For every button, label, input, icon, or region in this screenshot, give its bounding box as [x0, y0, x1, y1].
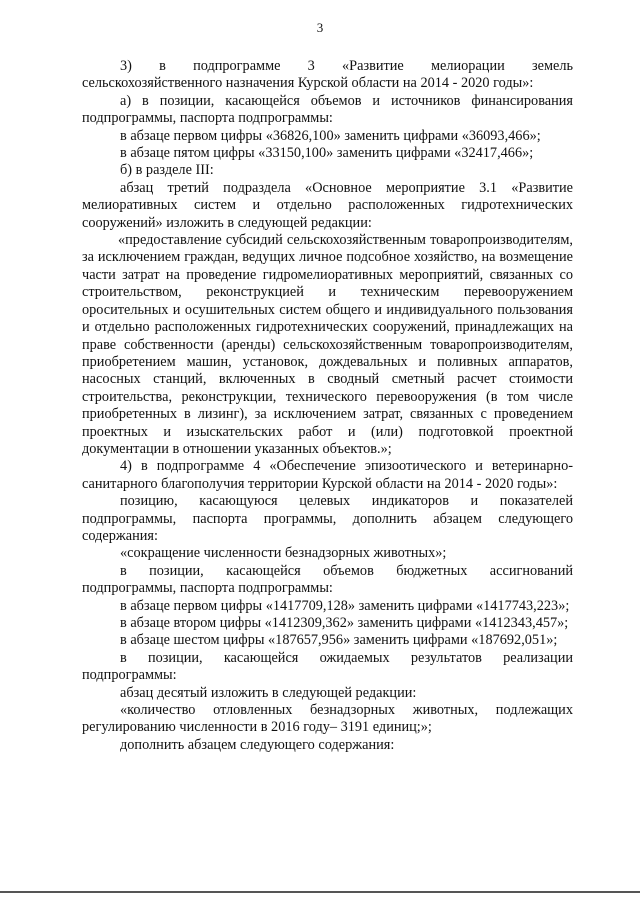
paragraph-fifth-abzac: в абзаце пятом цифры «33150,100» заменить цифрами «32417,466»; — [120, 145, 534, 162]
paragraph-item-a: а) в позиции, касающейся объемов и источников финансирования подпрограммы, паспорта подпрограммы: — [82, 92, 573, 127]
paragraph-subprogram-3: 3) в подпрограмме 3 «Развитие мелиорации земель сельскохозяйственного назначения Курской области на 2014 - 2020 годы»: — [82, 58, 573, 92]
paragraph-abzac-second-budget: в абзаце втором цифры «1412309,362» заменить цифрами «1412343,457»; — [120, 615, 569, 631]
paragraph-budget-position: в позиции, касающейся объемов бюджетных ассигнований подпрограммы, паспорта подпрограммы: — [82, 562, 573, 597]
paragraph-abzac-first-budget: в абзаце первом цифры «1417709,128» заменить цифрами «1417743,223»; — [120, 597, 570, 614]
paragraph-abzac-sixth-budget: в абзаце шестом цифры «187657,956» заменить цифрами «187692,051»; — [120, 632, 558, 649]
paragraph-subsidies-quote: «предоставление субсидий сельскохозяйственным товаропроизводителям, за исключением граждан, ведущих личное подсобное хозяйство, на возмещение части затрат на проведение гидромелиоративных мероприятий, связанных со строительством, реконструкцией и техническим перевооружением оросительных и осушительных систем общего и индивидуального пользования и отдельно расположенных гидротехнических сооружений, принадлежащих на праве собственности (аренды) сельскохозяйственным товаропроизводителям, приобретением машин, установок, дождевальных и поливных аппаратов, насосных станций, включенных в сводный сметный расчет стоимости строительства, реконструкции, технического перевооружения (в том числе приобретенных в лизинг), за исключением затрат, связанных с проведением проектных и изыскательских работ и (или) подготовкой проектной документации в отношении указанных объектов.»; — [82, 232, 573, 457]
paragraph-stray-animals-quote: «сокращение численности безнадзорных животных»; — [120, 545, 447, 562]
page-number: 3 — [316, 20, 324, 35]
paragraph-abzac-tenth: абзац десятый изложить в следующей редакции: — [120, 684, 417, 701]
bottom-divider — [0, 891, 640, 893]
paragraph-first-abzac: в абзаце первом цифры «36826,100» заменить цифрами «36093,466»; — [120, 127, 541, 144]
paragraph-supplement: дополнить абзацем следующего содержания: — [120, 736, 395, 753]
document-body — [82, 58, 573, 754]
paragraph-abzac-third: абзац третий подраздела «Основное мероприятие 3.1 «Развитие мелиоративных систем и отдельно расположенных гидротехнических сооружений» изложить в следующей редакции: — [82, 179, 573, 231]
paragraph-indicators: позицию, касающуюся целевых индикаторов и показателей подпрограммы, паспорта программы, дополнить абзацем следующего содержания: — [82, 493, 573, 544]
paragraph-expected-results: в позиции, касающейся ожидаемых результатов реализации подпрограммы: — [82, 649, 573, 684]
paragraph-subprogram-4: 4) в подпрограмме 4 «Обеспечение эпизоотического и ветеринарно-санитарного благополучия территории Курской области на 2014 - 2020 годы»: — [82, 458, 573, 492]
paragraph-animals-count-quote: «количество отловленных безнадзорных животных, подлежащих регулированию численности в 2016 году– 3191 единиц;»; — [82, 702, 573, 736]
paragraph-item-b: б) в разделе III: — [120, 162, 214, 179]
